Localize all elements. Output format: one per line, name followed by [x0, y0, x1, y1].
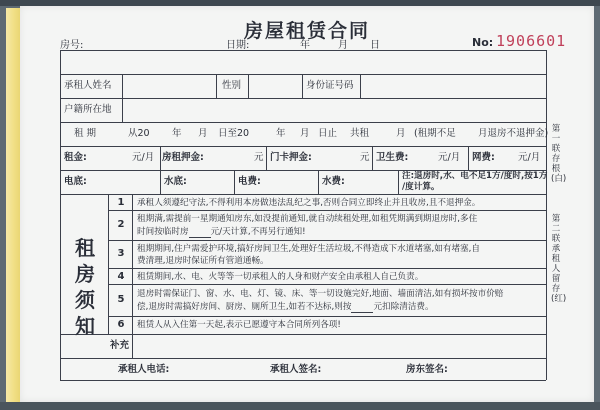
- col-divider: [234, 170, 235, 194]
- rent-term-end: 日止: [318, 128, 338, 139]
- table-top-border: [60, 50, 546, 51]
- col-divider: [160, 146, 161, 170]
- notice-side-char: 知: [75, 314, 95, 338]
- notice-text-part: 偿,退房时需搞好房间、厨房、厕所卫生,如若不达标,则按: [137, 302, 352, 312]
- contract-form: [20, 6, 594, 402]
- notice-text: 租期期间,住户需爱护环境,搞好房间卫生,处理好生活垃圾,不得造成下水道堵塞,如有堵塞,自: [137, 244, 480, 254]
- house-deposit-unit: 元: [254, 152, 264, 163]
- supplement-divider: [60, 334, 546, 335]
- notice-divider: [108, 268, 546, 269]
- notice-side-char: 须: [75, 288, 95, 312]
- rent-note: (租期不足: [414, 128, 456, 139]
- notice-divider: [108, 316, 546, 317]
- tenant-phone-label: 承租人电话:: [118, 364, 170, 375]
- notice-text: 承租人须遵纪守法,不得利用本房做违法乱纪之事,否则合同立即终止并且收房,且不退押金。: [137, 198, 481, 208]
- table-right-border: [546, 50, 547, 380]
- rent-note-2: 月退房不退押金): [478, 128, 549, 139]
- date-label: 日期:: [226, 40, 250, 51]
- notice-text-part: 元/天计算,不再另行通知!: [210, 227, 306, 237]
- rent-term-from: 从20: [128, 128, 150, 139]
- day-label: 日: [370, 40, 380, 51]
- row-divider: [60, 122, 546, 123]
- col-divider: [122, 74, 123, 122]
- tenant-name-label: 承租人姓名: [64, 80, 112, 91]
- notice-side-divider: [108, 194, 109, 334]
- notice-text-part: 时间按临时房: [137, 227, 189, 237]
- rent-term-to: 日至20: [218, 128, 250, 139]
- total-rent-label: 共租: [350, 128, 370, 139]
- electric-fee-label: 电费:: [238, 176, 261, 187]
- gender-label: 性别: [222, 80, 242, 91]
- serial-number: 1906601: [496, 32, 567, 50]
- notice-number: 4: [117, 271, 125, 282]
- rent-term-year1: 年: [172, 128, 182, 139]
- notice-number: 5: [117, 294, 125, 305]
- notice-number: 1: [117, 197, 125, 208]
- row-divider: [60, 98, 546, 99]
- col-divider: [360, 74, 361, 98]
- sanitation-label: 卫生费:: [376, 152, 409, 163]
- col-divider: [216, 74, 217, 98]
- house-no-label: 房号:: [60, 40, 84, 51]
- notice-divider: [108, 240, 546, 241]
- water-fee-label: 水费:: [322, 176, 345, 187]
- rent-term-label: 租 期: [74, 128, 97, 139]
- blank-field: [351, 303, 373, 313]
- notice-text: 租赁期间,水、电、火等等一切承租人的人身和财产安全由承租人自己负责。: [137, 272, 424, 282]
- copy-stub-2: 第二联承租人留存(红): [551, 214, 567, 304]
- house-deposit-label: 房租押金:: [162, 152, 204, 163]
- blank-field: [189, 228, 211, 238]
- notice-text: 退房时需保证门、窗、水、电、灯、镜、床、等一切设施完好,地面、墙面清洁,如有损坏按市价赔: [137, 289, 504, 299]
- card-deposit-unit: 元: [360, 152, 370, 163]
- notice-text-continued: [137, 301, 434, 313]
- notice-text-part: 元扣除清洁费。: [373, 302, 434, 312]
- copy-stub-1: 第一联存根(白): [551, 124, 567, 184]
- row-divider: [60, 74, 546, 75]
- notice-number: 3: [117, 248, 125, 259]
- checkout-note-2: /度计算。: [402, 182, 440, 192]
- table-left-border: [60, 50, 61, 380]
- table-bottom-border: [60, 380, 546, 381]
- rent-term-month2: 月: [300, 128, 310, 139]
- notice-text: 租期满,需提前一星期通知房东,如没提前通知,就自动续租处理,如租凭期满到期退房时,多住: [137, 214, 478, 224]
- col-divider: [468, 146, 469, 170]
- internet-label: 网费:: [472, 152, 495, 163]
- footer-divider: [60, 358, 546, 359]
- notice-number: 2: [117, 219, 125, 230]
- notice-divider: [108, 284, 546, 285]
- notice-number: 6: [117, 319, 125, 330]
- checkout-note-1: 注:退房时,水、电不足1方/度时,按1方: [402, 171, 548, 181]
- rent-unit: 元/月: [132, 152, 155, 163]
- notice-text-continued: 费清理,退房时保证所有管道通畅。: [137, 256, 269, 266]
- form-title: 房屋租赁合同: [243, 20, 370, 42]
- col-divider: [318, 170, 319, 194]
- background-bottom: [0, 402, 600, 410]
- hukou-label: 户籍所在地: [64, 104, 112, 115]
- rent-term-month1: 月: [198, 128, 208, 139]
- rent-label: 租金:: [64, 152, 87, 163]
- row-divider: [60, 146, 546, 147]
- col-divider: [302, 74, 303, 98]
- col-divider: [398, 170, 399, 194]
- id-number-label: 身份证号码: [306, 80, 354, 91]
- card-deposit-label: 门卡押金:: [270, 152, 312, 163]
- notice-side-char: 房: [75, 262, 95, 286]
- supplement-label: 补充: [110, 340, 130, 351]
- col-divider: [160, 170, 161, 194]
- col-divider: [266, 146, 267, 170]
- electricity-base-label: 电底:: [64, 176, 87, 187]
- landlord-sign-label: 房东签名:: [406, 364, 448, 375]
- col-divider: [372, 146, 373, 170]
- sanitation-unit: 元/月: [438, 152, 461, 163]
- notice-divider: [108, 210, 546, 211]
- serial-label: No:: [472, 36, 494, 49]
- notice-text-continued: [137, 226, 306, 238]
- total-rent-months: 月: [396, 128, 406, 139]
- col-divider: [248, 74, 249, 98]
- month-label: 月: [338, 40, 348, 51]
- year-label: 年: [300, 40, 310, 51]
- rent-term-year2: 年: [276, 128, 286, 139]
- notice-side-char: 租: [75, 236, 95, 260]
- tenant-sign-label: 承租人签名:: [270, 364, 322, 375]
- internet-unit: 元/月: [518, 152, 541, 163]
- water-base-label: 水底:: [164, 176, 187, 187]
- notice-text: 租赁人从入住第一天起,表示已愿遵守本合同所列各项!: [137, 320, 341, 330]
